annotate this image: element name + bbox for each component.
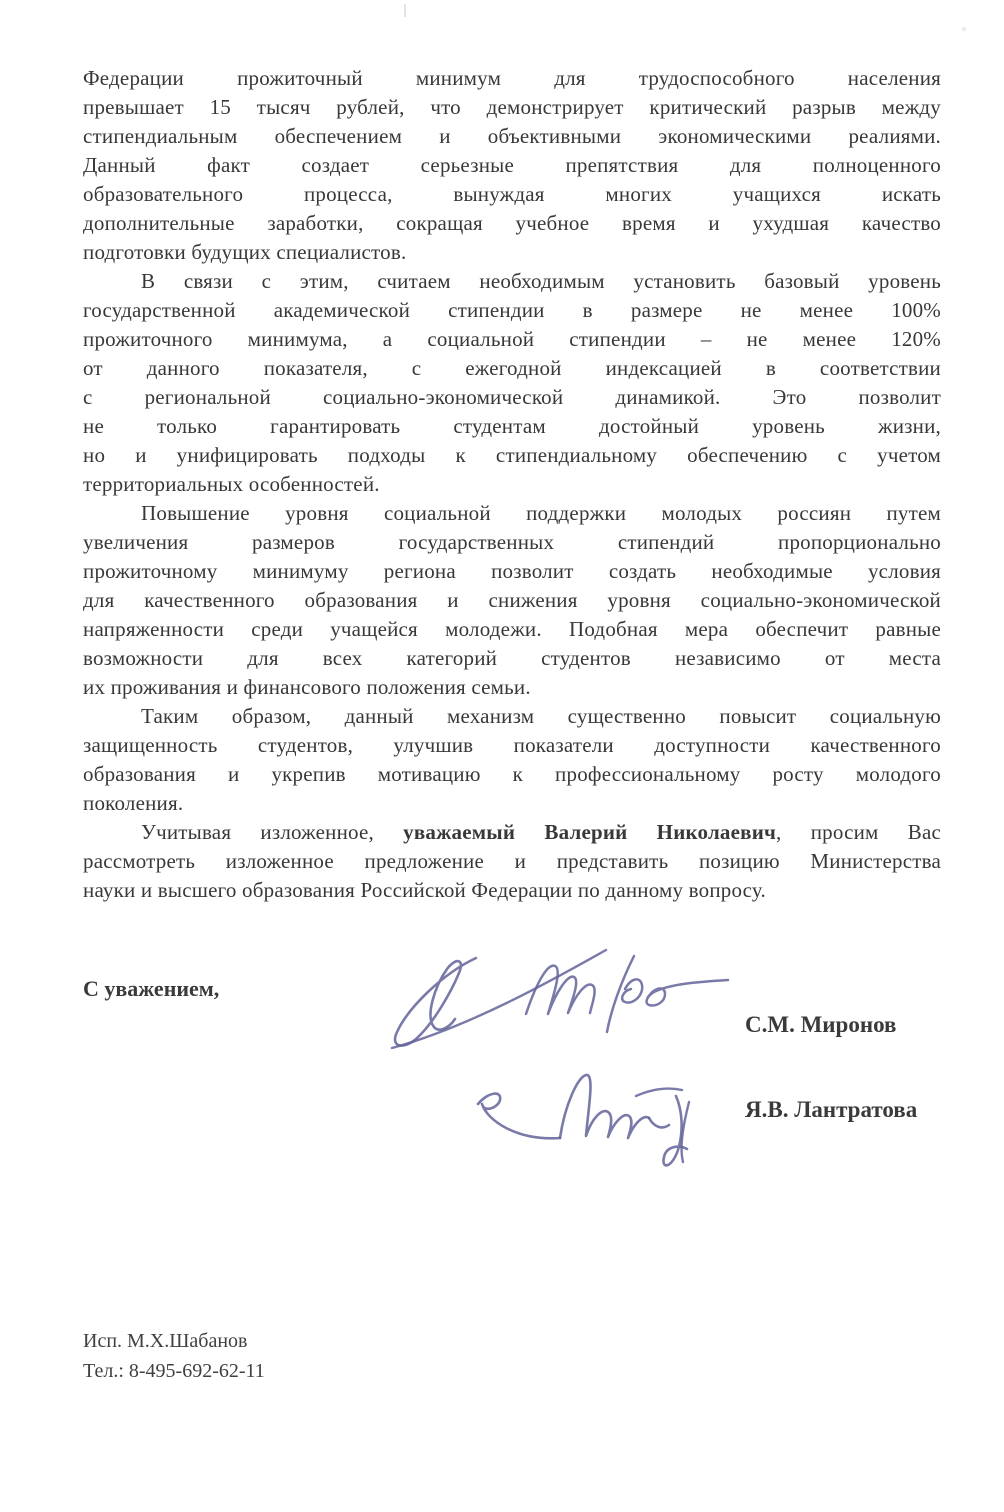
addressee-name-bold: уважаемый Валерий Николаевич: [403, 820, 777, 844]
body-line: [83, 760, 941, 789]
body-text-segment: В связи с этим, считаем необходимым установить базовый уровень: [141, 269, 941, 293]
body-text-segment: дополнительные заработки, сокращая учебное время и ухудшая качество: [83, 211, 941, 235]
body-line: [83, 731, 941, 760]
body-text-segment: прожиточному минимуму региона позволит создать необходимые условия: [83, 559, 941, 583]
body-text-segment: увеличения размеров государственных стипендий пропорционально: [83, 530, 941, 554]
body-text-segment: рассмотреть изложенное предложение и представить позицию Министерства: [83, 849, 941, 873]
body-text-segment: образовательного процесса, вынуждая многих учащихся искать: [83, 182, 941, 206]
signer-name-mironov: С.М. Миронов: [745, 1012, 897, 1037]
scan-artifact: [962, 27, 966, 31]
body-text-segment: поколения.: [83, 791, 184, 815]
body-text-segment: превышает 15 тысяч рублей, что демонстрирует критический разрыв между: [83, 95, 941, 119]
body-text-segment: но и унифицировать подходы к стипендиальному обеспечению с учетом: [83, 443, 941, 467]
body-text-segment: государственной академической стипендии в размере не менее 100%: [83, 298, 941, 322]
body-text-segment: с региональной социально-экономической динамикой. Это позволит: [83, 385, 941, 409]
body-line: [83, 789, 941, 818]
signature-mironov-icon: [378, 944, 738, 1062]
body-line: [83, 470, 941, 499]
body-line: [83, 644, 941, 673]
body-line: [83, 586, 941, 615]
scan-artifact: [404, 4, 406, 17]
body-text-segment: Таким образом, данный механизм существенно повысит социальную: [141, 704, 941, 728]
body-text-segment: подготовки будущих специалистов.: [83, 240, 407, 264]
body-line: [83, 180, 941, 209]
body-line: [83, 412, 941, 441]
body-text-segment: прожиточного минимума, а социальной стипендии – не менее 120%: [83, 327, 941, 351]
body-line: [83, 615, 941, 644]
body-line: [83, 122, 941, 151]
closing-salutation: С уважением,: [83, 976, 220, 1001]
body-text-segment: Данный факт создает серьезные препятствия для полноценного: [83, 153, 941, 177]
body-line: [83, 325, 941, 354]
body-line: [83, 528, 941, 557]
footer-block: [83, 1326, 265, 1386]
body-line: [83, 267, 941, 296]
body-line: [83, 296, 941, 325]
body-text-segment: территориальных особенностей.: [83, 472, 380, 496]
body-line: [83, 818, 941, 847]
body-line: [83, 557, 941, 586]
body-text-segment: стипендиальным обеспечением и объективными экономическими реалиями.: [83, 124, 941, 148]
body-text-segment: их проживания и финансового положения семьи.: [83, 675, 531, 699]
body-text-segment: возможности для всех категорий студентов независимо от места: [83, 646, 941, 670]
body-line: [83, 151, 941, 180]
body-line: [83, 847, 941, 876]
body-text-segment: не только гарантировать студентам достойный уровень жизни,: [83, 414, 941, 438]
body-text-segment: защищенность студентов, улучшив показатели доступности качественного: [83, 733, 941, 757]
signer-name-lantratova: Я.В. Лантратова: [745, 1097, 918, 1122]
body-text-segment: для качественного образования и снижения уровня социально-экономической: [83, 588, 941, 612]
body-line: [83, 702, 941, 731]
body-text-segment: науки и высшего образования Российской Федерации по данному вопросу.: [83, 878, 766, 902]
body-text-segment: , просим Вас: [776, 820, 941, 844]
executor-name: Исп. М.Х.Шабанов: [83, 1330, 248, 1352]
body-text-segment: напряженности среди учащейся молодежи. Подобная мера обеспечит равные: [83, 617, 941, 641]
body-text-segment: Учитывая изложенное,: [141, 820, 404, 844]
executor-phone: Тел.: 8-495-692-62-11: [83, 1360, 265, 1382]
letter-body: [83, 64, 941, 905]
body-text-segment: образования и укрепив мотивацию к профессиональному росту молодого: [83, 762, 941, 786]
body-line: [83, 499, 941, 528]
body-text-segment: Федерации прожиточный минимум для трудоспособного населения: [83, 66, 941, 90]
body-line: [83, 441, 941, 470]
body-text-segment: от данного показателя, с ежегодной индексацией в соответствии: [83, 356, 941, 380]
body-line: [83, 209, 941, 238]
body-text-segment: Повышение уровня социальной поддержки молодых россиян путем: [141, 501, 941, 525]
body-line: [83, 238, 941, 267]
body-line: [83, 876, 941, 905]
body-line: [83, 383, 941, 412]
signature-lantratova-icon: [468, 1056, 720, 1178]
body-line: [83, 64, 941, 93]
body-line: [83, 354, 941, 383]
body-line: [83, 673, 941, 702]
body-line: [83, 93, 941, 122]
